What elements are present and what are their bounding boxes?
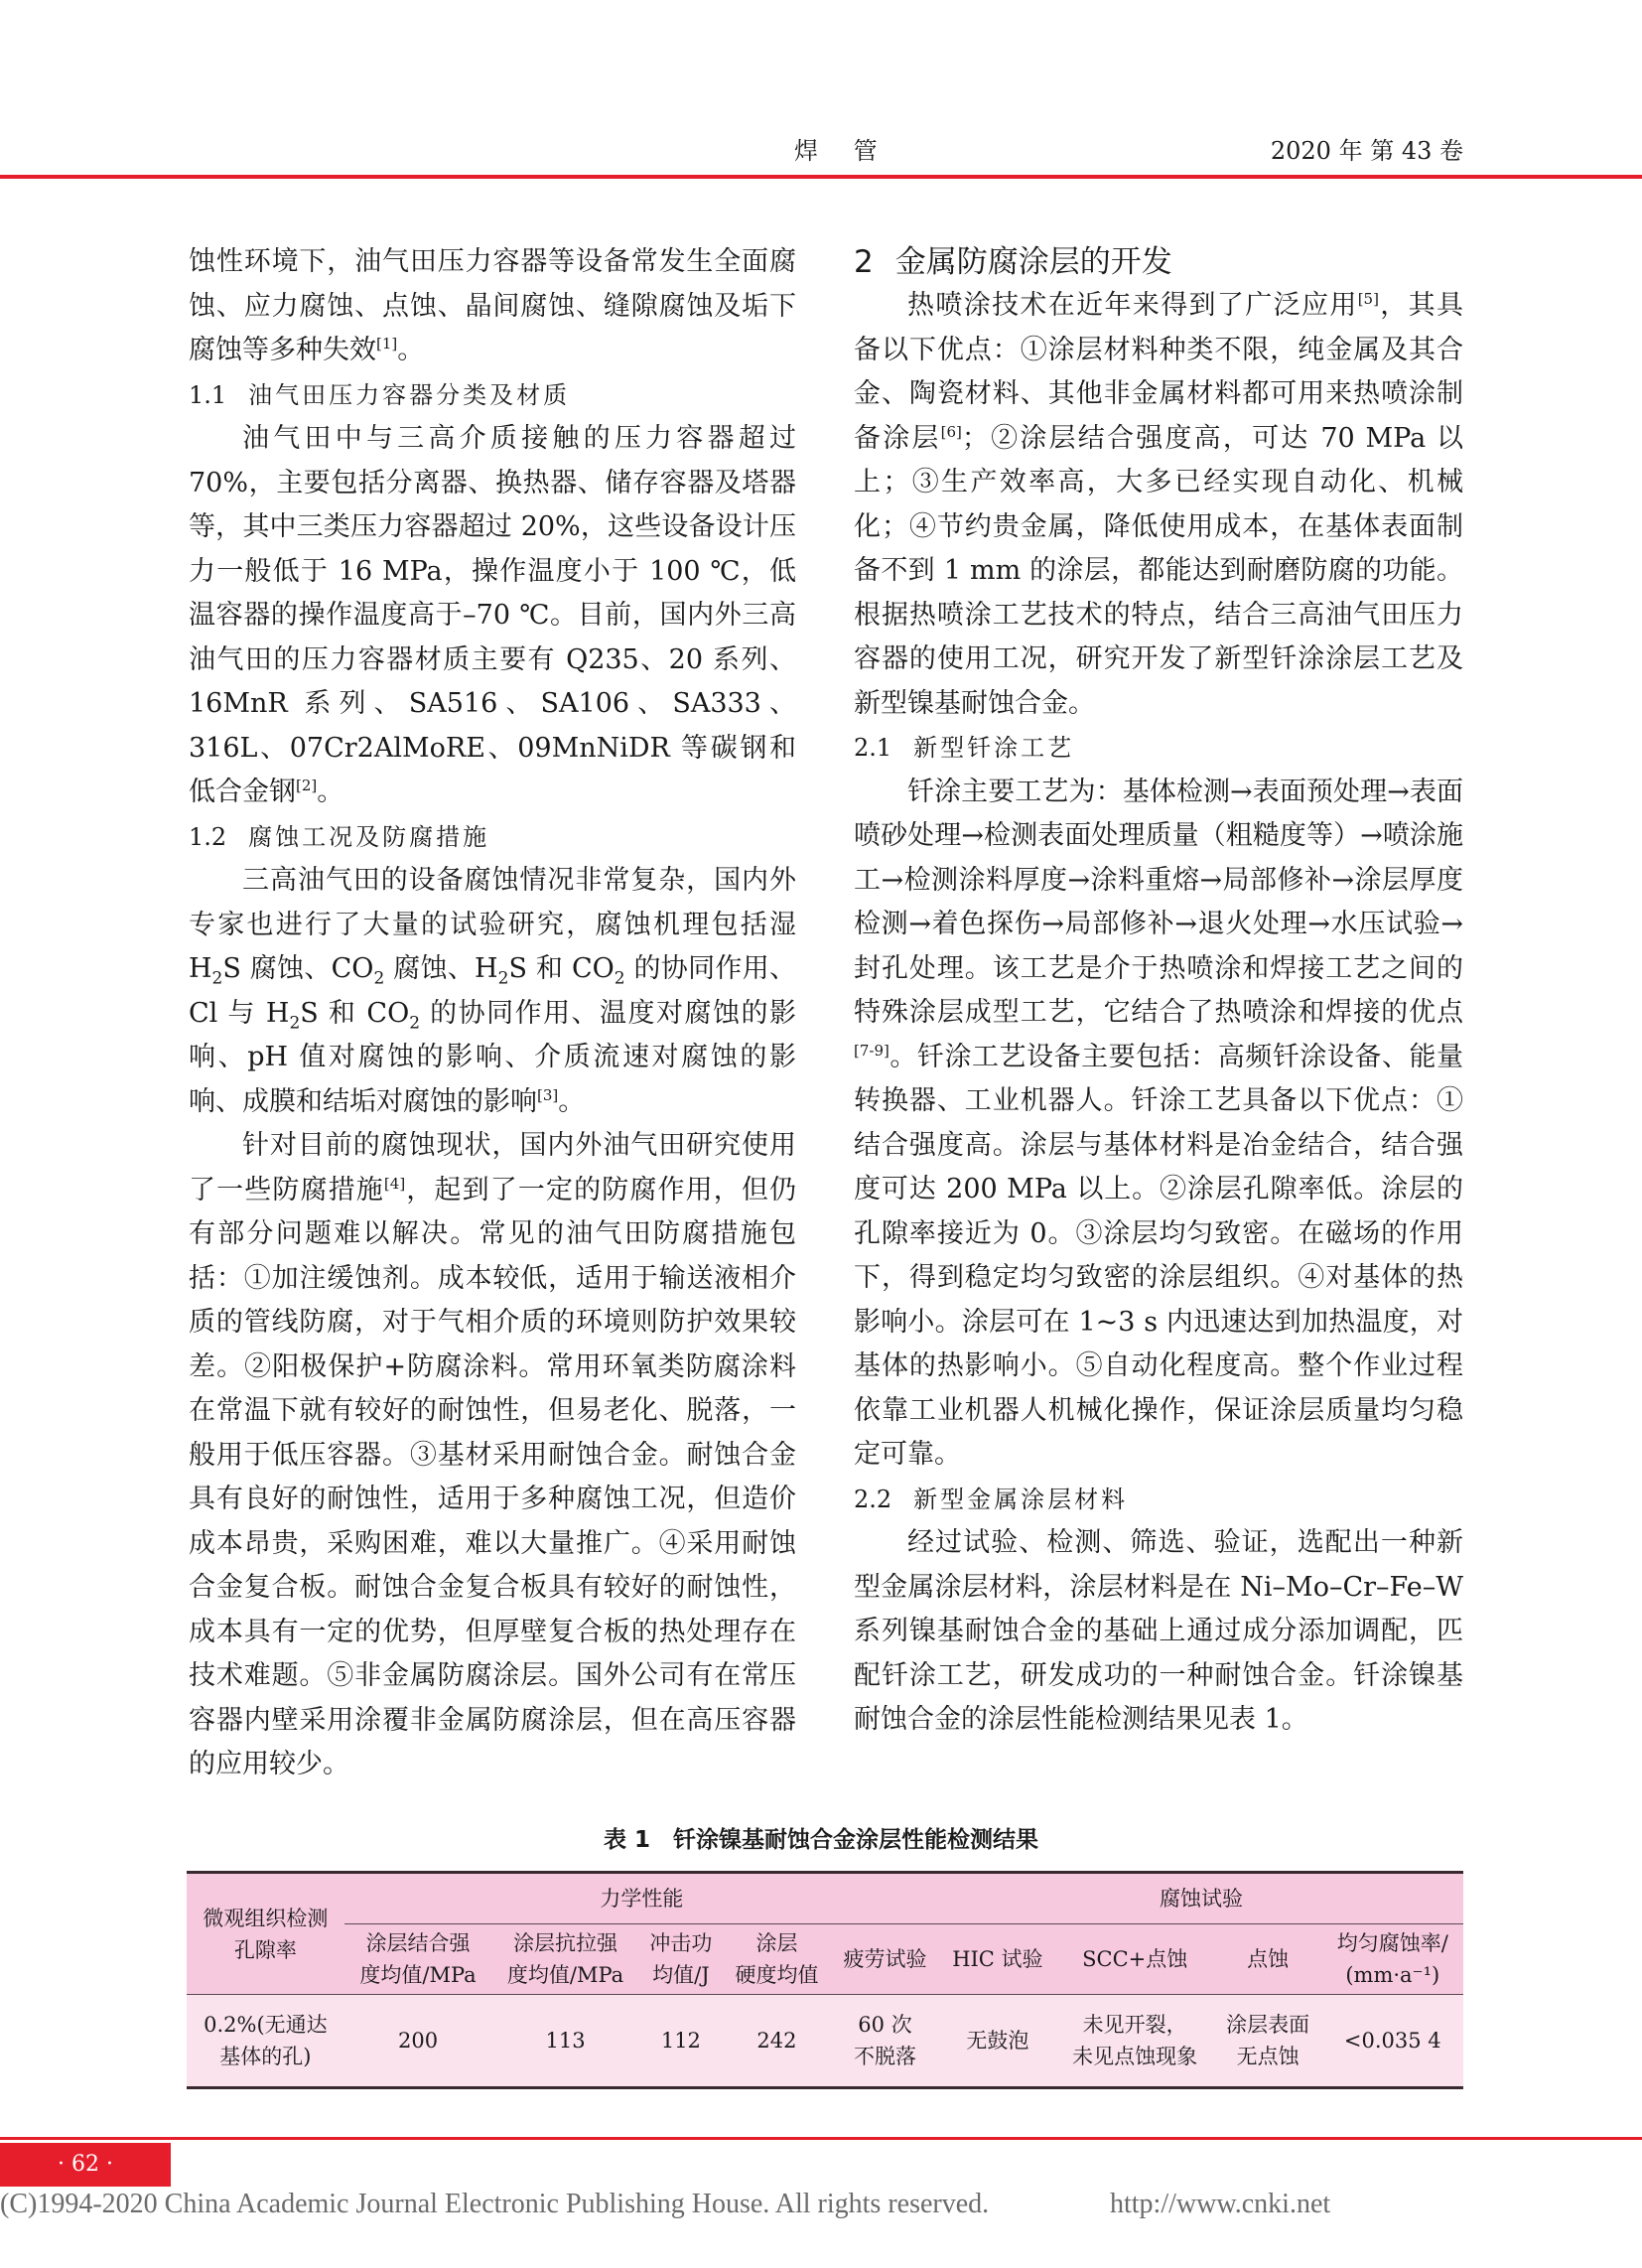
citation[interactable]: [6] bbox=[940, 422, 962, 441]
paragraph: 钎涂主要工艺为：基体检测→表面预处理→表面喷砂处理→检测表面处理质量（粗糙度等）→喷涂施工→检测涂料厚度→涂料重熔→局部修补→涂层厚度检测→着色探伤→局部修补→退火处理→水压试验→封孔处理。该工艺是介于热喷涂和焊接工艺之间的特殊涂层成型工艺，它结合了热喷涂和焊接的优点[7-9]。钎涂工艺设备主要包括：高频钎涂设备、能量转换器、工业机器人。钎涂工艺具备以下优点：①结合强度高。涂层与基体材料是冶金结合，结合强度可达 200 MPa 以上。②涂层孔隙率低。涂层的孔隙率接近为 0。③涂层均匀致密。在磁场的作用下，得到稳定均匀致密的涂层组织。④对基体的热影响小。涂层可在 1~3 s 内迅速达到加热温度，对基体的热影响小。⑤自动化程度高。整个作业过程依靠工业机器人机械化操作，保证涂层质量均匀稳定可靠。 bbox=[854, 776, 1463, 1470]
section-heading-1-1: 1.1 油气田压力容器分类及材质 bbox=[189, 380, 571, 409]
section-heading-1-2: 1.2 腐蚀工况及防腐措施 bbox=[189, 822, 490, 851]
table-cell: 200 bbox=[344, 1995, 492, 2088]
header-cell: SCC+点蚀 bbox=[1056, 1924, 1214, 1995]
table-cell: 112 bbox=[639, 1995, 723, 2088]
citation[interactable]: [2] bbox=[296, 777, 318, 794]
citation[interactable]: [5] bbox=[1357, 290, 1379, 308]
header-group-mechanical: 力学性能 bbox=[344, 1873, 939, 1924]
header-cell: 均匀腐蚀率/ (mm·a⁻¹) bbox=[1322, 1924, 1463, 1995]
header-cell: 冲击功 均值/J bbox=[639, 1924, 723, 1995]
year-volume: 2020 年 第 43 卷 bbox=[1270, 137, 1463, 165]
paragraph: 经过试验、检测、筛选、验证，选配出一种新型金属涂层材料，涂层材料是在 Ni–Mo–Cr–Fe–W 系列镍基耐蚀合金的基础上通过成分添加调配，匹配钎涂工艺，研发成功的一种耐蚀合金。钎涂镍基耐蚀合金的涂层性能检测结果见表 1。 bbox=[854, 1527, 1463, 1735]
citation[interactable]: [7-9] bbox=[854, 1041, 889, 1060]
header-cell-micro: 微观组织检测 孔隙率 bbox=[187, 1873, 344, 1995]
header-cell: 涂层 硬度均值 bbox=[723, 1924, 831, 1995]
journal-name: 焊 管 bbox=[794, 137, 891, 165]
paragraph: 蚀性环境下，油气田压力容器等设备常发生全面腐蚀、应力腐蚀、点蚀、晶间腐蚀、缝隙腐蚀及垢下腐蚀等多种失效[1]。 bbox=[189, 246, 796, 365]
footer-rule bbox=[0, 2137, 1642, 2140]
header-group-corrosion: 腐蚀试验 bbox=[939, 1873, 1463, 1924]
table-cell: 0.2%(无通达 基体的孔) bbox=[187, 1995, 344, 2088]
header-cell: 疲劳试验 bbox=[831, 1924, 939, 1995]
citation[interactable]: [1] bbox=[376, 335, 398, 353]
paragraph: 油气田中与三高介质接触的压力容器超过70%，主要包括分离器、换热器、储存容器及塔器等，其中三类压力容器超过 20%，这些设备设计压力一般低于 16 MPa，操作温度小于 100 ℃，低温容器的操作温度高于–70 ℃。目前，国内外三高油气田的压力容器材质主要有 Q235、20 系列、16MnR 系列、SA516、SA106、SA333、316L、07Cr2AlMoRE、09MnNiDR 等碳钢和低合金钢[2]。 bbox=[189, 423, 796, 807]
page-number: · 62 · bbox=[0, 2143, 171, 2187]
paragraph: 热喷涂技术在近年来得到了广泛应用[5]，其具备以下优点：①涂层材料种类不限，纯金属及其合金、陶瓷材料、其他非金属材料都可用来热喷涂制备涂层[6]；②涂层结合强度高，可达 70 MPa 以上；③生产效率高，大多已经实现自动化、机械化；④节约贵金属，降低使用成本，在基体表面制备不到 1 mm 的涂层，都能达到耐磨防腐的功能。根据热喷涂工艺技术的特点，结合三高油气田压力容器的使用工况，研究开发了新型钎涂涂层工艺及新型镍基耐蚀合金。 bbox=[854, 290, 1464, 719]
table-cell: 无鼓泡 bbox=[939, 1995, 1056, 2088]
citation[interactable]: [3] bbox=[537, 1085, 559, 1104]
table-cell: 未见开裂， 未见点蚀现象 bbox=[1056, 1995, 1214, 2088]
right-column bbox=[854, 240, 1463, 1743]
table-cell: 涂层表面 无点蚀 bbox=[1214, 1995, 1322, 2088]
table-caption: 表 1 钎涂镍基耐蚀合金涂层性能检测结果 bbox=[603, 1827, 1038, 1853]
header-cell: HIC 试验 bbox=[939, 1924, 1056, 1995]
cnki-link[interactable]: http://www.cnki.net bbox=[1110, 2189, 1331, 2219]
table-cell: <0.035 4 bbox=[1322, 1995, 1463, 2088]
header-rule bbox=[0, 175, 1642, 179]
table-row bbox=[187, 1995, 1463, 2088]
citation[interactable]: [4] bbox=[383, 1174, 406, 1193]
performance-table bbox=[187, 1871, 1463, 2089]
table-cell: 113 bbox=[491, 1995, 639, 2088]
header-cell: 涂层抗拉强 度均值/MPa bbox=[491, 1924, 639, 1995]
section-heading-2-1: 2.1 新型钎涂工艺 bbox=[854, 734, 1075, 762]
table-cell: 242 bbox=[723, 1995, 831, 2088]
copyright-text: (C)1994-2020 China Academic Journal Electronic Publishing House. All rights reserved. bbox=[0, 2189, 990, 2219]
section-heading-2: 2 金属防腐涂层的开发 bbox=[854, 244, 1172, 280]
left-column bbox=[189, 240, 796, 1787]
paragraph: 三高油气田的设备腐蚀情况非常复杂，国内外专家也进行了大量的试验研究，腐蚀机理包括湿 $H_2S$ 腐蚀、$CO_2$ 腐蚀、$H_2S$ 和 $CO_2$ 的协同作用、Cl 与 $H_2S$ 和 $CO_2$ 的协同作用、温度对腐蚀的影响、pH 值对腐蚀的影响、介质流速对腐蚀的影响、成膜和结垢对腐蚀的影响[3]。 bbox=[189, 865, 796, 1117]
header-cell: 点蚀 bbox=[1214, 1924, 1322, 1995]
table-cell: 60 次 不脱落 bbox=[831, 1995, 939, 2088]
section-heading-2-2: 2.2 新型金属涂层材料 bbox=[854, 1485, 1129, 1513]
header-cell: 涂层结合强 度均值/MPa bbox=[344, 1924, 492, 1995]
paragraph: 针对目前的腐蚀现状，国内外油气田研究使用了一些防腐措施[4]，起到了一定的防腐作用，但仍有部分问题难以解决。常见的油气田防腐措施包括：①加注缓蚀剂。成本较低，适用于输送液相介质的管线防腐，对于气相介质的环境则防护效果较差。②阳极保护+防腐涂料。常用环氧类防腐涂料在常温下就有较好的耐蚀性，但易老化、脱落，一般用于低压容器。③基材采用耐蚀合金。耐蚀合金具有良好的耐蚀性，适用于多种腐蚀工况，但造价成本昂贵，采购困难，难以大量推广。④采用耐蚀合金复合板。耐蚀合金复合板具有较好的耐蚀性，成本具有一定的优势，但厚壁复合板的热处理存在技术难题。⑤非金属防腐涂层。国外公司有在常压容器内壁采用涂覆非金属防腐涂层，但在高压容器的应用较少。 bbox=[189, 1130, 797, 1779]
running-header bbox=[0, 119, 1642, 181]
